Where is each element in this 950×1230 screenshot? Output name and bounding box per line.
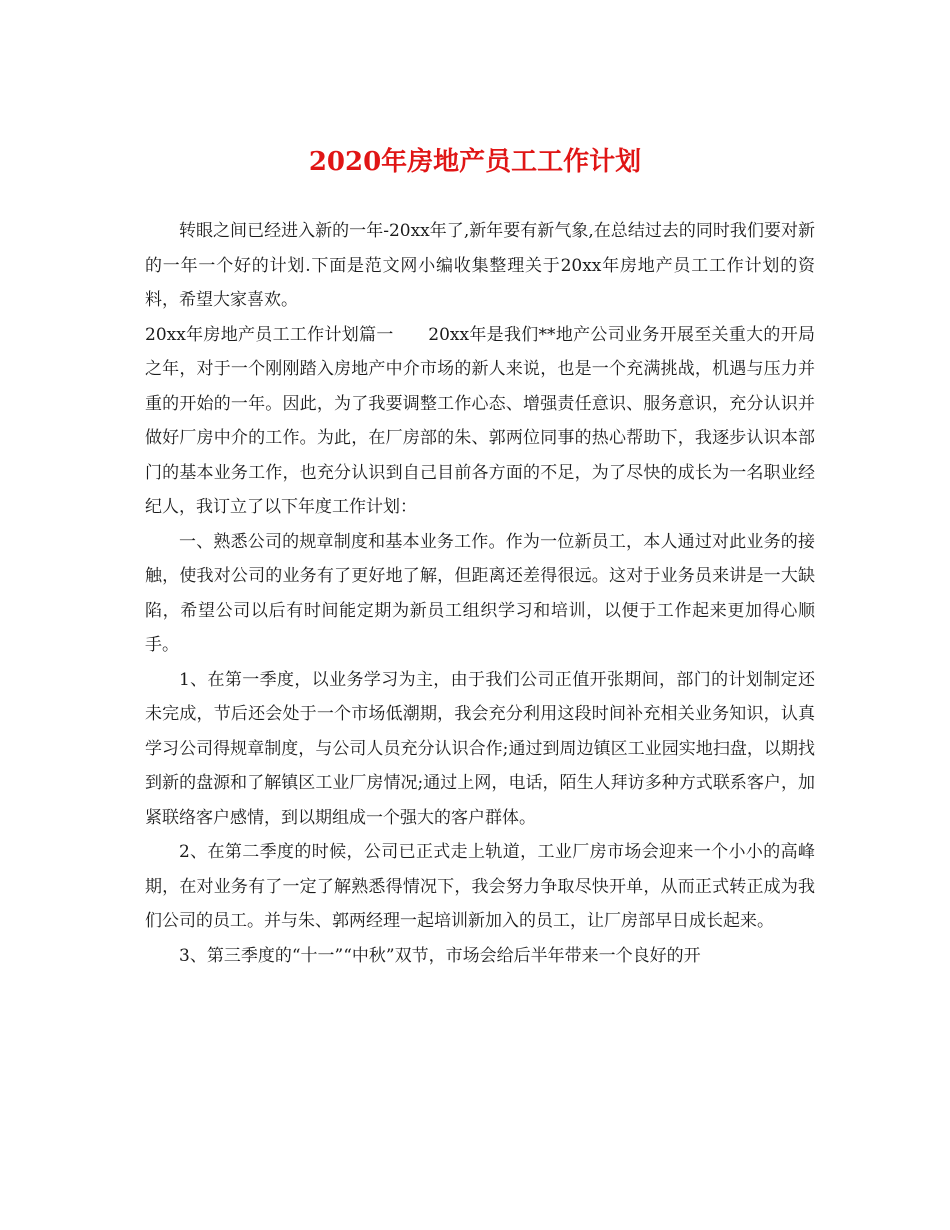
document-body bbox=[145, 214, 815, 973]
paragraph-quarter-one: 1、在第一季度，以业务学习为主，由于我们公司正值开张期间，部门的计划制定还未完成，节后还会处于一个市场低潮期，我会充分利用这段时间补充相关业务知识，认真学习公司得规章制度，与公司人员充分认识合作;通过到周边镇区工业园实地扫盘，以期找到新的盘源和了解镇区工业厂房情况;通过上网，电话，陌生人拜访多种方式联系客户，加紧联络客户感情，到以期组成一个强大的客户群体。 bbox=[145, 669, 815, 828]
paragraph-section-one: 一、熟悉公司的规章制度和基本业务工作。作为一位新员工，本人通过对此业务的接触，使我对公司的业务有了更好地了解，但距离还差得很远。这对于业务员来讲是一大缺陷，希望公司以后有时间能定期为新员工组织学习和培训，以便于工作起来更加得心顺手。 bbox=[145, 531, 815, 655]
paragraph-intro: 转眼之间已经进入新的一年-20xx年了,新年要有新气象,在总结过去的同时我们要对新的一年一个好的计划.下面是范文网小编收集整理关于20xx年房地产员工工作计划的资料，希望大家喜欢。 bbox=[145, 221, 815, 310]
document-title: 2020年房地产员工工作计划 bbox=[308, 147, 642, 177]
paragraph-plan-heading: 20xx年房地产员工工作计划篇一 20xx年是我们**地产公司业务开展至关重大的开局之年，对于一个刚刚踏入房地产中介市场的新人来说，也是一个充满挑战，机遇与压力并重的开始的一年。因此，为了我要调整工作心态、增强责任意识、服务意识，充分认识并做好厂房中介的工作。为此，在厂房部的朱、郭两位同事的热心帮助下，我逐步认识本部门的基本业务工作，也充分认识到自己目前各方面的不足，为了尽快的成长为一名职业经纪人，我订立了以下年度工作计划： bbox=[145, 324, 815, 517]
paragraph-quarter-three: 3、第三季度的“十一”“中秋”双节，市场会给后半年带来一个良好的开 bbox=[179, 945, 701, 966]
paragraph-quarter-two: 2、在第二季度的时候，公司已正式走上轨道，工业厂房市场会迎来一个小小的高峰期，在对业务有了一定了解熟悉得情况下，我会努力争取尽快开单，从而正式转正成为我们公司的员工。并与朱、郭两经理一起培训新加入的员工，让厂房部早日成长起来。 bbox=[145, 842, 815, 931]
